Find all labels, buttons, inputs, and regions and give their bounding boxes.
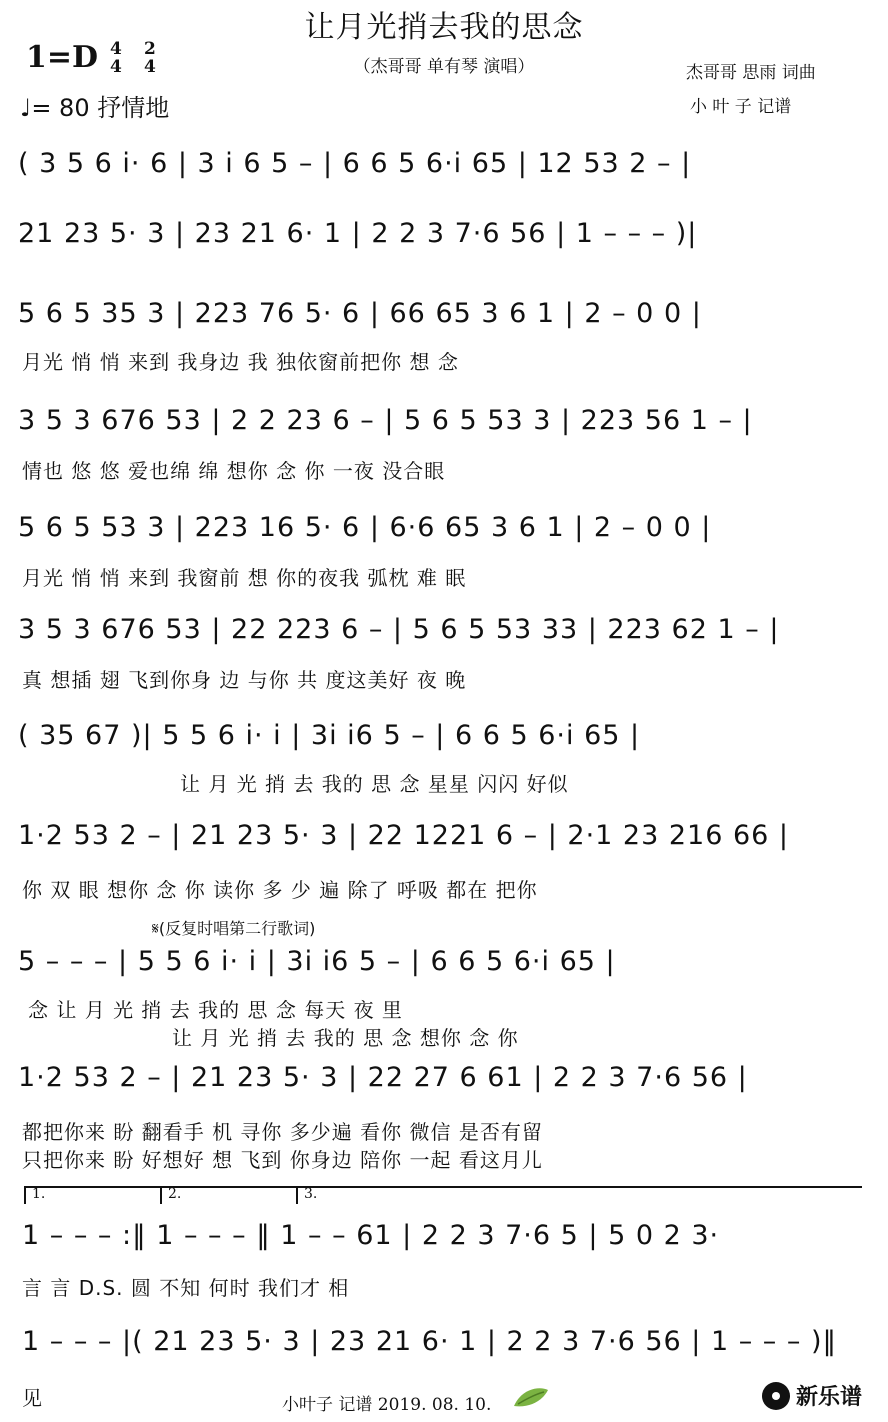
leaf-icon <box>512 1384 550 1410</box>
key-signature: 1=D <box>26 40 99 75</box>
ending-label-3: 3. <box>304 1186 318 1202</box>
time-signature-1: 4 4 <box>110 39 122 77</box>
score-row-7: ( 35 67 )| 5 5 6 i· i | 3i i6 5 – | 6 6 5 6·i 65 | <box>18 720 641 751</box>
ending-bracket-2 <box>160 1188 162 1204</box>
lyric-row-10-second: 只把你来 盼 好想好 想 飞到 你身边 陪你 一起 看这月儿 <box>22 1148 543 1172</box>
ending-bracket-line <box>24 1186 862 1188</box>
time-signature-2: 2 4 <box>144 39 156 77</box>
page-title: 让月光捎去我的思念 <box>304 10 584 45</box>
lyric-row-4: 情也 悠 悠 爱也绵 绵 想你 念 你 一夜 没合眼 <box>22 459 446 483</box>
lyric-row-5: 月光 悄 悄 来到 我窗前 想 你的夜我 弧枕 难 眠 <box>22 566 467 590</box>
score-row-3: 5 6 5 35 3 | 223 76 5· 6 | 66 65 3 6 1 | 2 – 0 0 | <box>18 298 702 329</box>
lyric-row-11: 言 言 D.S. 圆 不知 何时 我们才 相 <box>22 1276 350 1300</box>
score-row-6: 3 5 3 676 53 | 22 223 6 – | 5 6 5 53 33 | 223 62 1 – | <box>18 614 780 645</box>
lyric-row-9-second: 让 月 光 捎 去 我的 思 念 想你 念 你 <box>172 1026 519 1050</box>
score-row-12: 1 – – – |( 21 23 5· 3 | 23 21 6· 1 | 2 2 3 7·6 56 | 1 – – – )‖ <box>22 1326 838 1357</box>
score-row-4: 3 5 3 676 53 | 2 2 23 6 – | 5 6 5 53 3 | 223 56 1 – | <box>18 405 753 436</box>
score-row-8: 1·2 53 2 – | 21 23 5· 3 | 22 1221 6 – | 2·1 23 216 66 | <box>18 820 790 851</box>
score-row-11: 1 – – – :‖ 1 – – – ‖ 1 – – 61 | 2 2 3 7·6 5 | 5 0 2 3· <box>22 1220 720 1251</box>
performer-subtitle: （杰哥哥 单有琴 演唱） <box>353 57 535 77</box>
credits-transcriber: 小 叶 子 记谱 <box>690 97 792 117</box>
ending-bracket-3 <box>296 1188 298 1204</box>
score-row-9: 5 – – – | 5 5 6 i· i | 3i i6 5 – | 6 6 5 6·i 65 | <box>18 946 616 977</box>
score-row-10: 1·2 53 2 – | 21 23 5· 3 | 22 27 6 61 | 2 2 3 7·6 56 | <box>18 1062 748 1093</box>
record-disc-icon <box>762 1382 790 1410</box>
ending-label-2: 2. <box>168 1186 182 1202</box>
lyric-row-9: 念 让 月 光 捎 去 我的 思 念 每天 夜 里 <box>28 998 403 1022</box>
score-row-1: ( 3 5 6 i· 6 | 3 i 6 5 – | 6 6 5 6·i 65 | 12 53 2 – | <box>18 148 692 179</box>
lyric-row-8: 你 双 眼 想你 念 你 读你 多 少 遍 除了 呼吸 都在 把你 <box>22 878 538 902</box>
site-logo-text: 新乐谱 <box>796 1385 863 1410</box>
lyric-row-3: 月光 悄 悄 来到 我身边 我 独依窗前把你 想 念 <box>22 350 459 374</box>
site-logo <box>762 1380 862 1411</box>
lyric-row-7: 让 月 光 捎 去 我的 思 念 星星 闪闪 好似 <box>180 772 569 796</box>
ending-label-1: 1. <box>32 1186 46 1202</box>
lyric-row-10: 都把你来 盼 翻看手 机 寻你 多少遍 看你 微信 是否有留 <box>22 1120 543 1144</box>
transcription-date: 小叶子 记谱 2019. 08. 10. <box>282 1395 492 1415</box>
score-row-2: 21 23 5· 3 | 23 21 6· 1 | 2 2 3 7·6 56 | 1 – – – )| <box>18 218 698 249</box>
credits-composer: 杰哥哥 思雨 词曲 <box>686 63 816 83</box>
segno-note: 𝄋(反复时唱第二行歌词) <box>152 919 316 938</box>
lyric-row-6: 真 想插 翅 飞到你身 边 与你 共 度这美好 夜 晚 <box>22 668 467 692</box>
tempo-marking: ♩= 80 抒情地 <box>20 94 170 122</box>
ending-bracket-1 <box>24 1188 26 1204</box>
lyric-row-12: 见 <box>22 1386 43 1410</box>
score-row-5: 5 6 5 53 3 | 223 16 5· 6 | 6·6 65 3 6 1 | 2 – 0 0 | <box>18 512 712 543</box>
